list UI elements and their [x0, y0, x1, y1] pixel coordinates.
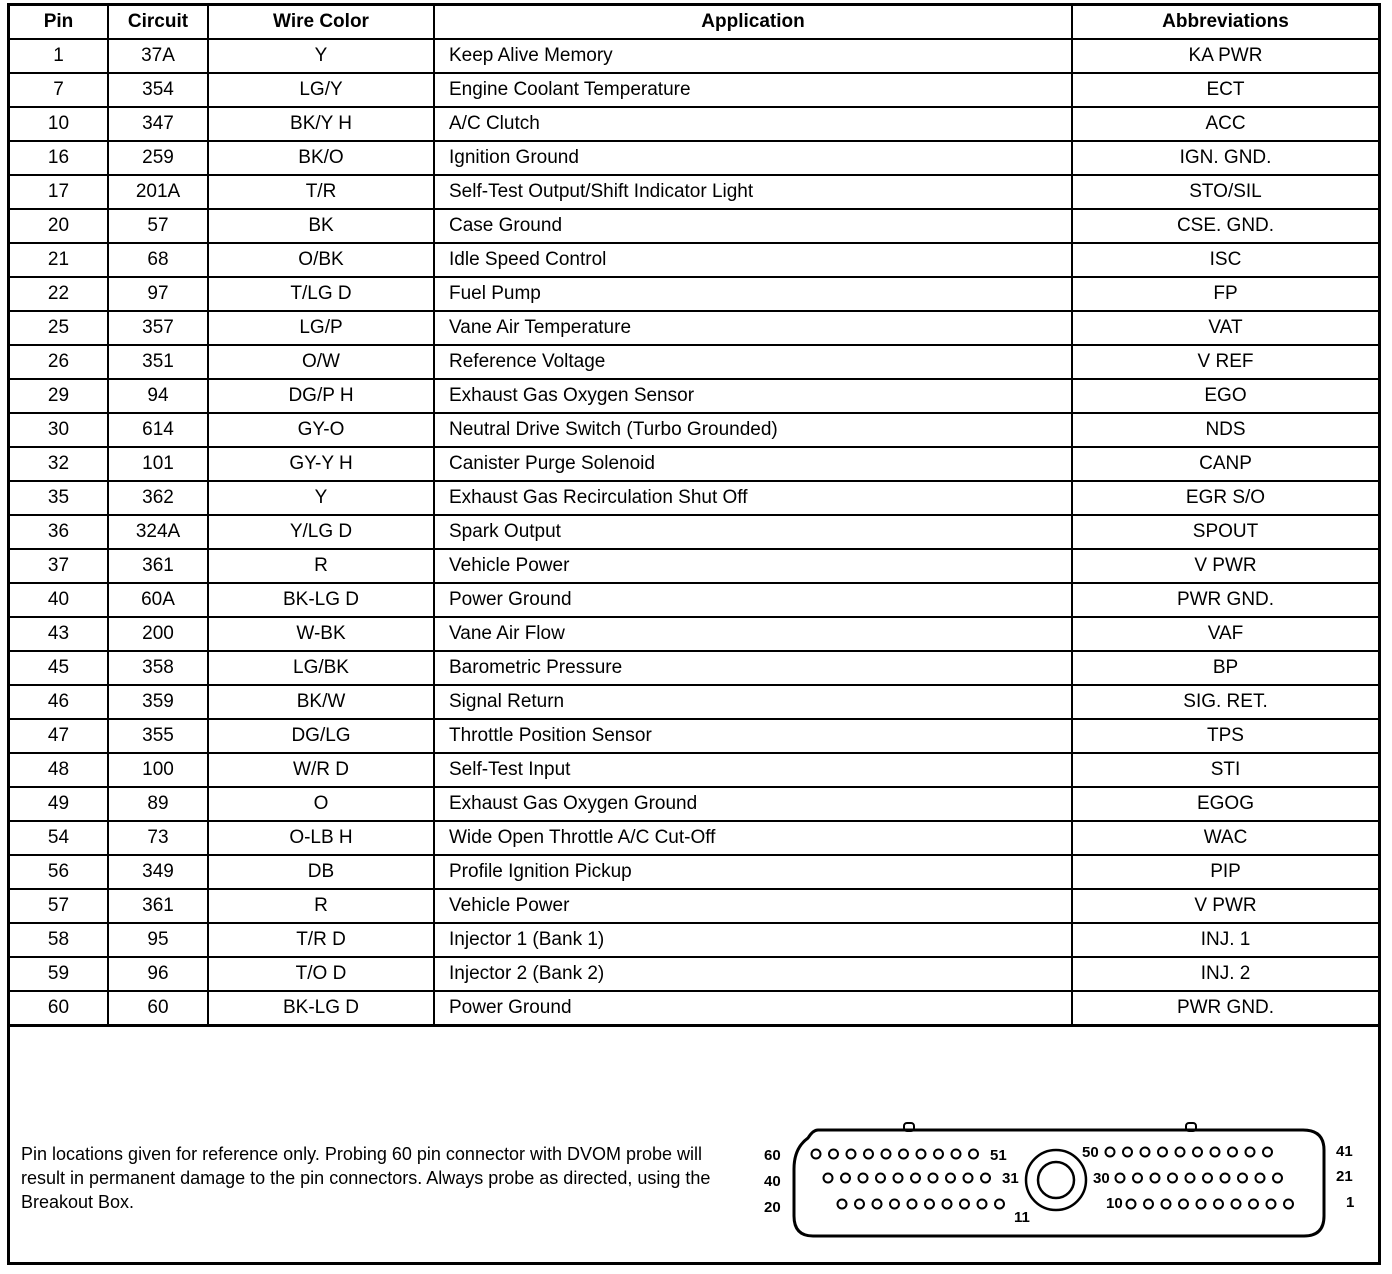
- connector-pin-dot: [847, 1150, 856, 1159]
- cell-abbreviation: STI: [1072, 753, 1378, 787]
- connector-pin-dot: [1273, 1174, 1282, 1183]
- connector-pin-dot: [1232, 1200, 1241, 1209]
- cell-abbreviation: CANP: [1072, 447, 1378, 481]
- cell-pin: 59: [10, 957, 108, 991]
- table-row: [10, 277, 1378, 311]
- cell-application: Throttle Position Sensor: [434, 719, 1072, 753]
- cell-application: Wide Open Throttle A/C Cut-Off: [434, 821, 1072, 855]
- cell-application: Spark Output: [434, 515, 1072, 549]
- connector-pin-dot: [1123, 1148, 1132, 1157]
- table-row: [10, 379, 1378, 413]
- cell-circuit: 259: [108, 141, 208, 175]
- connector-label-50: 50: [1082, 1144, 1099, 1161]
- cell-pin: 40: [10, 583, 108, 617]
- cell-pin: 45: [10, 651, 108, 685]
- cell-abbreviation: WAC: [1072, 821, 1378, 855]
- cell-wire-color: BK/O: [208, 141, 434, 175]
- pin-table: [10, 6, 1378, 1027]
- connector-pin-dot: [824, 1174, 833, 1183]
- table-header-row: [10, 6, 1378, 39]
- cell-application: Vane Air Temperature: [434, 311, 1072, 345]
- cell-pin: 20: [10, 209, 108, 243]
- table-row: [10, 651, 1378, 685]
- table-row: [10, 447, 1378, 481]
- cell-abbreviation: VAF: [1072, 617, 1378, 651]
- cell-wire-color: GY-O: [208, 413, 434, 447]
- cell-application: Exhaust Gas Recirculation Shut Off: [434, 481, 1072, 515]
- cell-application: Keep Alive Memory: [434, 39, 1072, 73]
- connector-pin-dot: [964, 1174, 973, 1183]
- cell-wire-color: R: [208, 889, 434, 923]
- cell-wire-color: T/R: [208, 175, 434, 209]
- table-row: [10, 957, 1378, 991]
- cell-application: Signal Return: [434, 685, 1072, 719]
- connector-pin-dot: [925, 1200, 934, 1209]
- table-row: [10, 753, 1378, 787]
- cell-circuit: 355: [108, 719, 208, 753]
- connector-pin-dot: [1151, 1174, 1160, 1183]
- cell-application: Fuel Pump: [434, 277, 1072, 311]
- connector-pin-dot: [1267, 1200, 1276, 1209]
- connector-pin-dot: [1203, 1174, 1212, 1183]
- pin-chart-sheet: [7, 3, 1381, 1265]
- cell-circuit: 362: [108, 481, 208, 515]
- table-row: [10, 549, 1378, 583]
- cell-abbreviation: TPS: [1072, 719, 1378, 753]
- cell-wire-color: W-BK: [208, 617, 434, 651]
- connector-pin-dot: [978, 1200, 987, 1209]
- cell-circuit: 358: [108, 651, 208, 685]
- cell-abbreviation: NDS: [1072, 413, 1378, 447]
- connector-pin-dot: [911, 1174, 920, 1183]
- cell-wire-color: BK-LG D: [208, 991, 434, 1026]
- pin-rows: [10, 39, 1378, 1026]
- table-row: [10, 923, 1378, 957]
- cell-abbreviation: VAT: [1072, 311, 1378, 345]
- connector-pin-dot: [1256, 1174, 1265, 1183]
- cell-abbreviation: SIG. RET.: [1072, 685, 1378, 719]
- cell-circuit: 95: [108, 923, 208, 957]
- table-row: [10, 141, 1378, 175]
- cell-circuit: 324A: [108, 515, 208, 549]
- cell-circuit: 354: [108, 73, 208, 107]
- cell-circuit: 94: [108, 379, 208, 413]
- cell-circuit: 68: [108, 243, 208, 277]
- cell-pin: 10: [10, 107, 108, 141]
- cell-abbreviation: ECT: [1072, 73, 1378, 107]
- connector-label-51: 51: [990, 1147, 1007, 1164]
- connector-pin-dot: [899, 1150, 908, 1159]
- cell-wire-color: BK/Y H: [208, 107, 434, 141]
- cell-circuit: 361: [108, 889, 208, 923]
- connector-pin-dot: [1228, 1148, 1237, 1157]
- cell-pin: 49: [10, 787, 108, 821]
- cell-abbreviation: V PWR: [1072, 549, 1378, 583]
- cell-pin: 54: [10, 821, 108, 855]
- connector-label-41: 41: [1336, 1143, 1353, 1160]
- cell-pin: 47: [10, 719, 108, 753]
- cell-abbreviation: FP: [1072, 277, 1378, 311]
- cell-application: Barometric Pressure: [434, 651, 1072, 685]
- table-row: [10, 107, 1378, 141]
- header-abbreviations: Abbreviations: [1072, 6, 1378, 39]
- cell-application: Vane Air Flow: [434, 617, 1072, 651]
- cell-circuit: 60: [108, 991, 208, 1026]
- cell-pin: 29: [10, 379, 108, 413]
- cell-application: Power Ground: [434, 583, 1072, 617]
- cell-pin: 57: [10, 889, 108, 923]
- header-pin: Pin: [10, 6, 108, 39]
- connector-pin-dot: [890, 1200, 899, 1209]
- cell-pin: 25: [10, 311, 108, 345]
- cell-wire-color: BK/W: [208, 685, 434, 719]
- cell-wire-color: R: [208, 549, 434, 583]
- cell-wire-color: DG/P H: [208, 379, 434, 413]
- header-application: Application: [434, 6, 1072, 39]
- connector-pin-dot: [829, 1150, 838, 1159]
- table-row: [10, 583, 1378, 617]
- connector-pin-dot: [859, 1174, 868, 1183]
- connector-label-60: 60: [764, 1147, 781, 1164]
- cell-wire-color: T/LG D: [208, 277, 434, 311]
- probe-warning-note: Pin locations given for reference only. Probing 60 pin connector with DVOM probe will result in permanent damage to the pin connectors. Always probe as directed, using the Breakout Box.: [21, 1144, 711, 1212]
- table-row: [10, 345, 1378, 379]
- cell-circuit: 351: [108, 345, 208, 379]
- cell-wire-color: W/R D: [208, 753, 434, 787]
- table-row: [10, 73, 1378, 107]
- connector-pin-dot: [1193, 1148, 1202, 1157]
- cell-pin: 32: [10, 447, 108, 481]
- cell-wire-color: Y: [208, 39, 434, 73]
- connector-pin-dot: [1179, 1200, 1188, 1209]
- cell-circuit: 89: [108, 787, 208, 821]
- connector-pin-dot: [841, 1174, 850, 1183]
- cell-pin: 43: [10, 617, 108, 651]
- cell-abbreviation: SPOUT: [1072, 515, 1378, 549]
- cell-application: Profile Ignition Pickup: [434, 855, 1072, 889]
- cell-pin: 16: [10, 141, 108, 175]
- connector-pin-dot: [969, 1150, 978, 1159]
- connector-pin-dot: [1162, 1200, 1171, 1209]
- cell-pin: 17: [10, 175, 108, 209]
- header-wire-color: Wire Color: [208, 6, 434, 39]
- cell-wire-color: LG/Y: [208, 73, 434, 107]
- connector-pin-dot: [943, 1200, 952, 1209]
- connector-pin-dot: [894, 1174, 903, 1183]
- cell-circuit: 200: [108, 617, 208, 651]
- cell-application: Power Ground: [434, 991, 1072, 1026]
- connector-pin-dot: [1133, 1174, 1142, 1183]
- cell-application: Neutral Drive Switch (Turbo Grounded): [434, 413, 1072, 447]
- cell-wire-color: BK-LG D: [208, 583, 434, 617]
- cell-pin: 36: [10, 515, 108, 549]
- cell-circuit: 614: [108, 413, 208, 447]
- connector-pin-dot: [1246, 1148, 1255, 1157]
- cell-circuit: 37A: [108, 39, 208, 73]
- cell-circuit: 101: [108, 447, 208, 481]
- connector-pin-dot: [908, 1200, 917, 1209]
- connector-label-1: 1: [1346, 1194, 1355, 1211]
- connector-pin-dot: [1238, 1174, 1247, 1183]
- cell-pin: 26: [10, 345, 108, 379]
- header-circuit: Circuit: [108, 6, 208, 39]
- cell-application: Ignition Ground: [434, 141, 1072, 175]
- connector-pin-dot: [838, 1200, 847, 1209]
- table-row: [10, 243, 1378, 277]
- cell-application: Vehicle Power: [434, 889, 1072, 923]
- connector-pin-dot: [1221, 1174, 1230, 1183]
- cell-circuit: 73: [108, 821, 208, 855]
- table-row: [10, 787, 1378, 821]
- table-row: [10, 855, 1378, 889]
- connector-pin-dot: [929, 1174, 938, 1183]
- connector-pin-dot: [855, 1200, 864, 1209]
- cell-circuit: 60A: [108, 583, 208, 617]
- cell-abbreviation: EGOG: [1072, 787, 1378, 821]
- connector-pin-dot: [1249, 1200, 1258, 1209]
- cell-abbreviation: BP: [1072, 651, 1378, 685]
- cell-circuit: 359: [108, 685, 208, 719]
- cell-pin: 58: [10, 923, 108, 957]
- table-row: [10, 481, 1378, 515]
- table-row: [10, 685, 1378, 719]
- connector-label-31: 31: [1002, 1170, 1019, 1187]
- connector-pin-dot: [1168, 1174, 1177, 1183]
- connector-pin-dot: [995, 1200, 1004, 1209]
- connector-center-ring-inner: [1038, 1162, 1074, 1198]
- table-row: [10, 39, 1378, 73]
- connector-pin-dot: [864, 1150, 873, 1159]
- cell-abbreviation: PWR GND.: [1072, 583, 1378, 617]
- cell-abbreviation: INJ. 2: [1072, 957, 1378, 991]
- cell-application: Engine Coolant Temperature: [434, 73, 1072, 107]
- cell-application: Exhaust Gas Oxygen Ground: [434, 787, 1072, 821]
- table-row: [10, 311, 1378, 345]
- table-row: [10, 413, 1378, 447]
- cell-application: Vehicle Power: [434, 549, 1072, 583]
- cell-circuit: 201A: [108, 175, 208, 209]
- connector-label-10: 10: [1106, 1195, 1123, 1212]
- cell-abbreviation: V REF: [1072, 345, 1378, 379]
- connector-pin-dot: [1106, 1148, 1115, 1157]
- connector-pin-dot: [1186, 1174, 1195, 1183]
- cell-abbreviation: EGR S/O: [1072, 481, 1378, 515]
- cell-application: A/C Clutch: [434, 107, 1072, 141]
- table-row: [10, 719, 1378, 753]
- connector-center-ring-outer: [1026, 1150, 1086, 1210]
- cell-application: Canister Purge Solenoid: [434, 447, 1072, 481]
- cell-circuit: 97: [108, 277, 208, 311]
- connector-label-30: 30: [1093, 1170, 1110, 1187]
- connector-label-20: 20: [764, 1199, 781, 1216]
- cell-application: Idle Speed Control: [434, 243, 1072, 277]
- cell-wire-color: T/R D: [208, 923, 434, 957]
- table-row: [10, 209, 1378, 243]
- cell-application: Reference Voltage: [434, 345, 1072, 379]
- table-row: [10, 515, 1378, 549]
- cell-circuit: 57: [108, 209, 208, 243]
- cell-wire-color: O-LB H: [208, 821, 434, 855]
- cell-wire-color: O/BK: [208, 243, 434, 277]
- connector-label-11: 11: [1014, 1209, 1030, 1226]
- table-row: [10, 889, 1378, 923]
- cell-wire-color: BK: [208, 209, 434, 243]
- cell-circuit: 357: [108, 311, 208, 345]
- cell-abbreviation: V PWR: [1072, 889, 1378, 923]
- cell-circuit: 96: [108, 957, 208, 991]
- connector-pin-dot: [873, 1200, 882, 1209]
- cell-abbreviation: CSE. GND.: [1072, 209, 1378, 243]
- cell-abbreviation: KA PWR: [1072, 39, 1378, 73]
- connector-pin-dot: [917, 1150, 926, 1159]
- cell-wire-color: LG/BK: [208, 651, 434, 685]
- cell-application: Exhaust Gas Oxygen Sensor: [434, 379, 1072, 413]
- cell-application: Self-Test Input: [434, 753, 1072, 787]
- cell-abbreviation: IGN. GND.: [1072, 141, 1378, 175]
- cell-pin: 7: [10, 73, 108, 107]
- cell-abbreviation: PIP: [1072, 855, 1378, 889]
- cell-circuit: 347: [108, 107, 208, 141]
- cell-pin: 48: [10, 753, 108, 787]
- connector-pin-dot: [882, 1150, 891, 1159]
- cell-application: Injector 1 (Bank 1): [434, 923, 1072, 957]
- cell-pin: 1: [10, 39, 108, 73]
- connector-pin-dot: [946, 1174, 955, 1183]
- cell-wire-color: O: [208, 787, 434, 821]
- connector-pin-dot: [960, 1200, 969, 1209]
- cell-pin: 46: [10, 685, 108, 719]
- table-row: [10, 617, 1378, 651]
- cell-circuit: 361: [108, 549, 208, 583]
- cell-wire-color: LG/P: [208, 311, 434, 345]
- cell-pin: 21: [10, 243, 108, 277]
- connector-pin-dot: [1116, 1174, 1125, 1183]
- connector-pin-dot: [1141, 1148, 1150, 1157]
- table-row: [10, 821, 1378, 855]
- cell-application: Self-Test Output/Shift Indicator Light: [434, 175, 1072, 209]
- cell-pin: 35: [10, 481, 108, 515]
- connector-pin-dot: [1176, 1148, 1185, 1157]
- cell-pin: 37: [10, 549, 108, 583]
- cell-pin: 22: [10, 277, 108, 311]
- table-row: [10, 991, 1378, 1026]
- cell-abbreviation: EGO: [1072, 379, 1378, 413]
- connector-pin-dot: [1127, 1200, 1136, 1209]
- connector-pin-dot: [1214, 1200, 1223, 1209]
- cell-wire-color: GY-Y H: [208, 447, 434, 481]
- cell-application: Injector 2 (Bank 2): [434, 957, 1072, 991]
- connector-pin-dot: [876, 1174, 885, 1183]
- connector-pin-dot: [1144, 1200, 1153, 1209]
- connector-pin-dot: [1284, 1200, 1293, 1209]
- connector-label-40: 40: [764, 1173, 781, 1190]
- cell-wire-color: Y: [208, 481, 434, 515]
- cell-abbreviation: INJ. 1: [1072, 923, 1378, 957]
- connector-pin-dot: [1263, 1148, 1272, 1157]
- connector-pin-dots: [812, 1148, 1294, 1209]
- connector-pin-dot: [934, 1150, 943, 1159]
- connector-diagram: [758, 1114, 1378, 1244]
- connector-pin-dot: [952, 1150, 961, 1159]
- cell-wire-color: DG/LG: [208, 719, 434, 753]
- cell-abbreviation: STO/SIL: [1072, 175, 1378, 209]
- cell-pin: 30: [10, 413, 108, 447]
- cell-wire-color: O/W: [208, 345, 434, 379]
- cell-abbreviation: ACC: [1072, 107, 1378, 141]
- connector-pin-dot: [1197, 1200, 1206, 1209]
- connector-pin-dot: [1158, 1148, 1167, 1157]
- connector-label-21: 21: [1336, 1168, 1353, 1185]
- cell-wire-color: DB: [208, 855, 434, 889]
- cell-application: Case Ground: [434, 209, 1072, 243]
- connector-pin-dot: [981, 1174, 990, 1183]
- cell-wire-color: T/O D: [208, 957, 434, 991]
- cell-wire-color: Y/LG D: [208, 515, 434, 549]
- cell-circuit: 349: [108, 855, 208, 889]
- connector-pin-dot: [1211, 1148, 1220, 1157]
- cell-pin: 56: [10, 855, 108, 889]
- cell-circuit: 100: [108, 753, 208, 787]
- connector-pin-dot: [812, 1150, 821, 1159]
- table-row: [10, 175, 1378, 209]
- cell-abbreviation: PWR GND.: [1072, 991, 1378, 1026]
- cell-abbreviation: ISC: [1072, 243, 1378, 277]
- cell-pin: 60: [10, 991, 108, 1026]
